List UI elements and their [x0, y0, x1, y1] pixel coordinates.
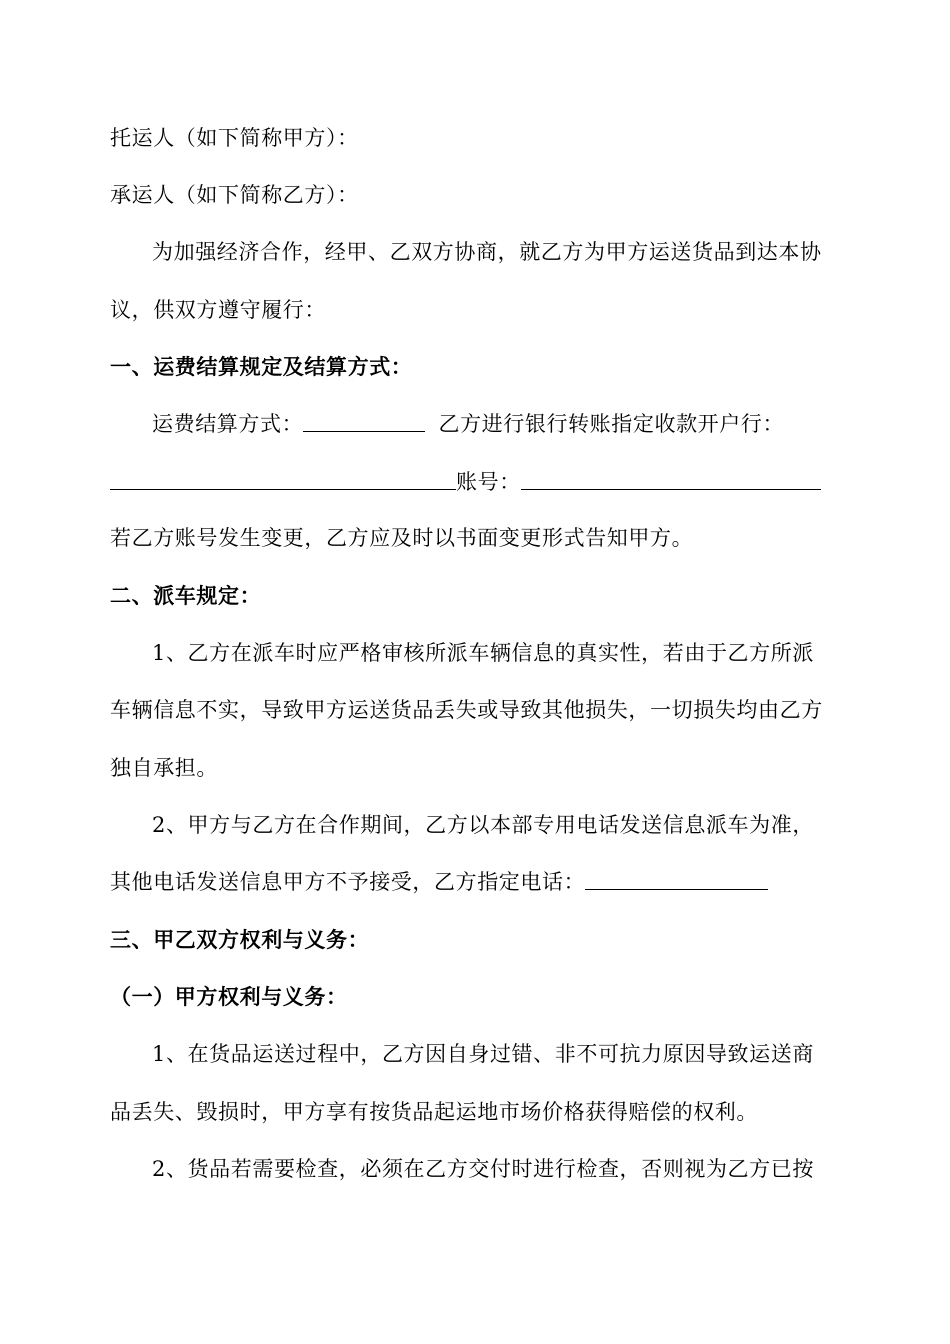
party-a-item-1-line-1: 1、在货品运送过程中，乙方因自身过错、非不可抗力原因导致运送商 [152, 1042, 814, 1066]
dispatch-clause-2-line-1: 2、甲方与乙方在合作期间，乙方以本部专用电话发送信息派车为准， [152, 813, 814, 837]
designated-phone-label: 其他电话发送信息甲方不予接受，乙方指定电话： [110, 870, 586, 894]
shipper-label: 托运人（如下简称甲方）： [110, 126, 359, 150]
bank-name-blank[interactable] [110, 469, 456, 490]
bank-account-row [110, 468, 821, 496]
settlement-method-label: 运费结算方式： [152, 412, 304, 436]
intro-paragraph-line-2: 议，供双方遵守履行： [110, 298, 326, 322]
account-number-blank[interactable] [521, 469, 821, 490]
bank-label: 乙方进行银行转账指定收款开户行： [438, 412, 785, 436]
carrier-label: 承运人（如下简称乙方）： [110, 183, 359, 207]
dispatch-clause-1-line-1: 1、乙方在派车时应严格审核所派车辆信息的真实性，若由于乙方所派 [152, 641, 814, 665]
dispatch-clause-1-line-2: 车辆信息不实，导致甲方运送货品丢失或导致其他损失，一切损失均由乙方 [110, 698, 823, 722]
dispatch-clause-2-line-2 [110, 868, 768, 896]
account-change-notice: 若乙方账号发生变更，乙方应及时以书面变更形式告知甲方。 [110, 526, 694, 550]
party-a-item-1-line-2: 品丢失、毁损时，甲方享有按货品起运地市场价格获得赔偿的权利。 [110, 1100, 758, 1124]
section-1-heading: 一、运费结算规定及结算方式： [110, 355, 413, 379]
section-3-heading: 三、甲乙双方权利与义务： [110, 928, 370, 952]
party-a-rights-heading: （一）甲方权利与义务： [110, 985, 348, 1009]
party-a-item-2-line-1: 2、货品若需要检查，必须在乙方交付时进行检查，否则视为乙方已按 [152, 1157, 814, 1181]
settlement-method-blank[interactable] [303, 411, 425, 432]
intro-paragraph-line-1: 为加强经济合作，经甲、乙双方协商，就乙方为甲方运送货品到达本协 [152, 240, 822, 264]
settlement-method-row [152, 410, 784, 438]
dispatch-clause-1-line-3: 独自承担。 [110, 756, 218, 780]
designated-phone-blank[interactable] [585, 869, 768, 890]
account-label: 账号： [456, 470, 521, 494]
section-2-heading: 二、派车规定： [110, 584, 262, 608]
